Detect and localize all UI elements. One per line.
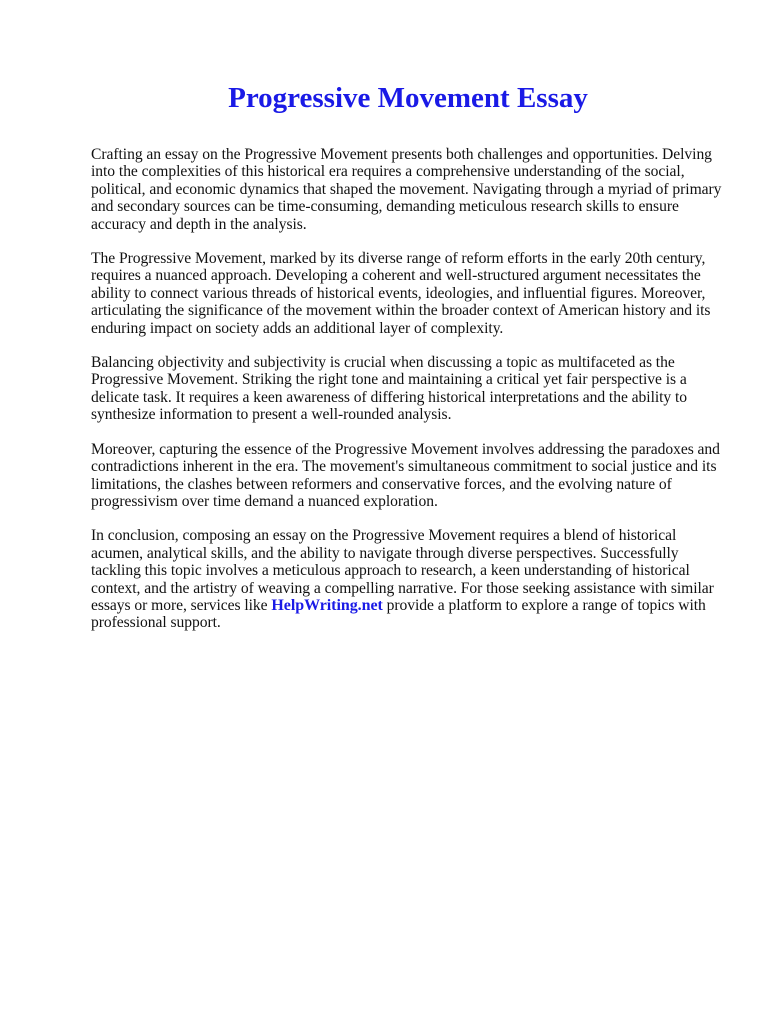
paragraph-4: Moreover, capturing the essence of the Progressive Movement involves addressing the paradoxes and contradictions inherent in the era. The movement's simultaneous commitment to social justice and its limitations, the clashes between reformers and conservative forces, and the evolving nature of progressivism over time demand a nuanced exploration. <box>91 440 720 510</box>
paragraph-2: The Progressive Movement, marked by its diverse range of reform efforts in the early 20th century, requires a nuanced approach. Developing a coherent and well-structured argument necessitates the ability to connect various threads of historical events, ideologies, and influential figures. Moreover, articulating the significance of the movement within the broader context of American history and its enduring impact on society adds an additional layer of complexity. <box>91 250 711 337</box>
conclusion-text-after-link: provide a platform to explore a range of topics with professional support. <box>91 596 706 632</box>
essay-body <box>91 146 726 649</box>
paragraph-conclusion <box>91 527 726 631</box>
paragraph-1: Crafting an essay on the Progressive Movement presents both challenges and opportunities. Delving into the complexities of this historical era requires a comprehensive understanding of the social, political, and economic dynamics that shaped the movement. Navigating through a myriad of primary and secondary sources can be time-consuming, demanding meticulous research skills to ensure accuracy and depth in the analysis. <box>91 146 722 233</box>
helpwriting-link[interactable]: HelpWriting.net <box>271 596 383 614</box>
page-title: Progressive Movement Essay <box>228 82 588 114</box>
conclusion-text-before-link: In conclusion, composing an essay on the Progressive Movement requires a blend of historical acumen, analytical skills, and the ability to navigate through diverse perspectives. Successfully tackling this topic involves a meticulous approach to research, a keen understanding of historical context, and the artistry of weaving a compelling narrative. For those seeking assistance with similar essays or more, services like <box>91 527 714 614</box>
paragraph-3: Balancing objectivity and subjectivity is crucial when discussing a topic as multifaceted as the Progressive Movement. Striking the right tone and maintaining a critical yet fair perspective is a delicate task. It requires a keen awareness of differing historical interpretations and the ability to synthesize information to present a well-rounded analysis. <box>91 354 688 424</box>
